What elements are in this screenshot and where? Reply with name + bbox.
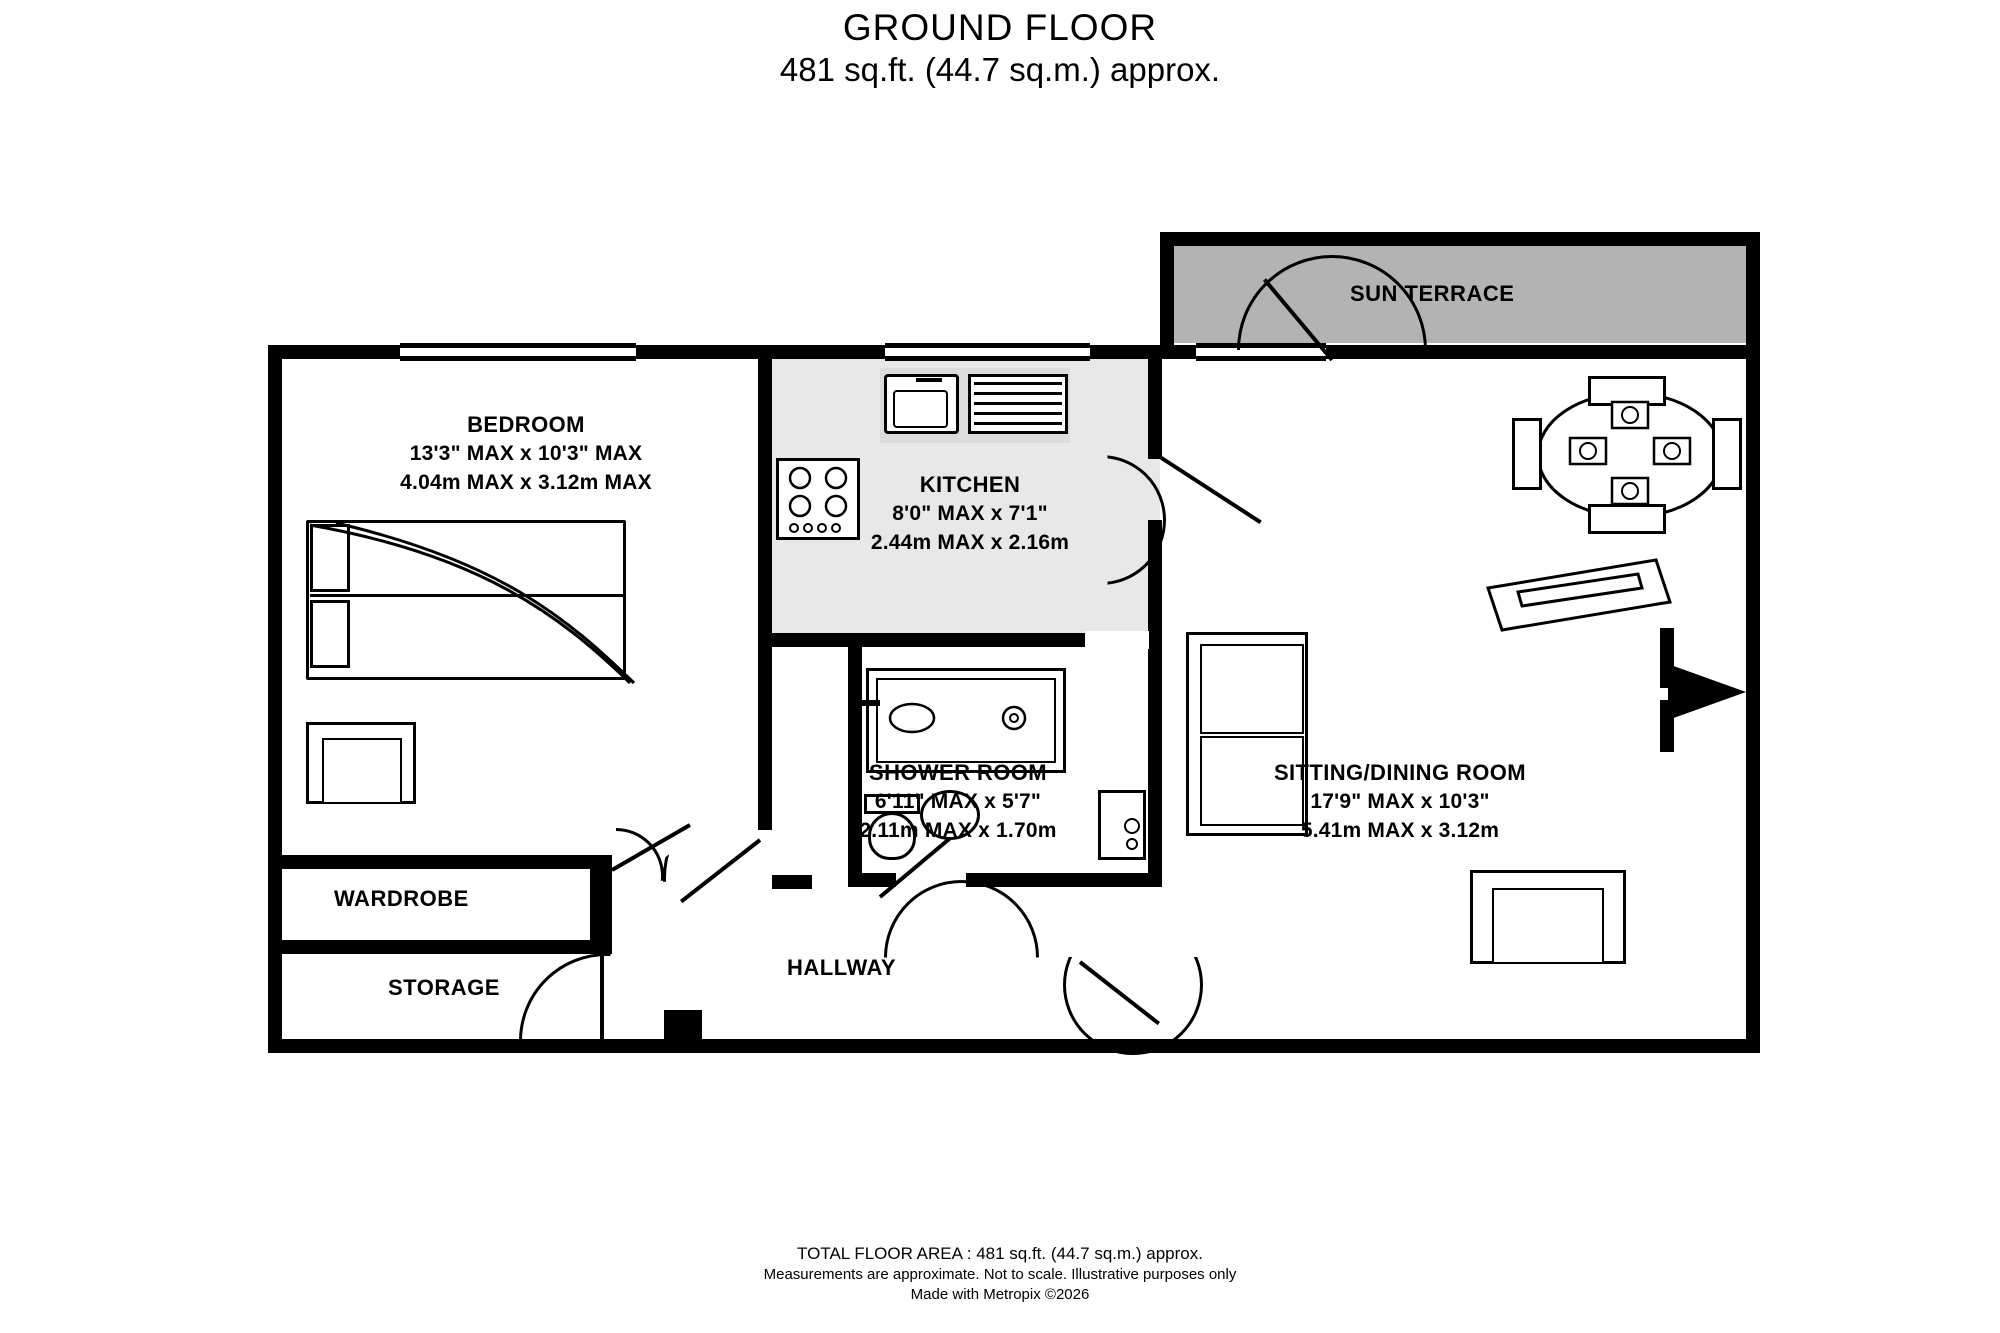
bedroom-imperial: 13'3" MAX x 10'3" MAX (409, 442, 643, 465)
drainer-line-2 (974, 392, 1062, 395)
kitchen-tap (916, 378, 942, 382)
wall-wardrobe-bottom (282, 940, 612, 954)
floor-area: 481 sq.ft. (44.7 sq.m.) approx. (779, 51, 1221, 88)
wall-terrace-top (1160, 232, 1760, 246)
label-hallway: HALLWAY (787, 955, 897, 980)
floor-title: GROUND FLOOR (842, 7, 1158, 48)
shower-name: SHOWER ROOM (869, 760, 1047, 785)
wall-left (268, 345, 282, 1053)
bedroom-metric: 4.04m MAX x 3.12m MAX (400, 471, 652, 494)
wall-terrace-left (1160, 232, 1174, 352)
kitchen-bottom-gap (1085, 631, 1149, 649)
wall-storage-right-stub (664, 1010, 702, 1039)
window-bedroom-inner (400, 356, 636, 361)
sofa-left-cushion-top (1200, 644, 1304, 734)
window-bedroom-gap (400, 348, 636, 356)
footer (0, 1242, 2000, 1305)
room-label-shower (748, 758, 1168, 845)
footer-credit: Made with Metropix ©2026 (910, 1286, 1090, 1303)
shower-imperial: 6'11" MAX x 5'7" (874, 790, 1042, 813)
bedroom-name: BEDROOM (467, 412, 585, 437)
dining-place-settings (1520, 380, 1740, 530)
wall-right (1746, 345, 1760, 1053)
door-arc-wardrobe (568, 828, 664, 924)
door-leaf-kitchen (1159, 455, 1262, 524)
door-arc-shower (884, 880, 1039, 1035)
label-wardrobe: WARDROBE (334, 886, 469, 911)
wall-hallway-stub (772, 875, 812, 889)
kitchen-imperial: 8'0" MAX x 7'1" (892, 502, 1048, 525)
window-kitchen-inner (885, 356, 1090, 361)
footer-total-area: TOTAL FLOOR AREA : 481 sq.ft. (44.7 sq.m.) approx. (797, 1244, 1203, 1263)
footer-disclaimer: Measurements are approximate. Not to scale. Illustrative purposes only (763, 1266, 1237, 1283)
room-label-sitting (1160, 758, 1640, 845)
shower-valve (856, 700, 880, 706)
wall-bottom (268, 1039, 1760, 1053)
wall-bottom-gap-right (880, 1021, 1080, 1039)
sitting-name: SITTING/DINING ROOM (1273, 760, 1527, 785)
armchair-sitting-seat (1492, 888, 1604, 964)
room-label-bedroom (286, 410, 766, 497)
door-arc-sitting (1063, 915, 1203, 1055)
shower-metric: 2.11m MAX x 1.70m (859, 819, 1057, 842)
sitting-metric: 5.41m MAX x 3.12m (1300, 819, 1500, 842)
wall-recess-arrow (1668, 658, 1748, 728)
bedroom-armchair-seat (322, 738, 402, 804)
wall-terrace-right (1746, 232, 1760, 352)
drainer-line-3 (974, 402, 1062, 405)
kitchen-name: KITCHEN (919, 472, 1021, 497)
drainer-line-1 (974, 382, 1062, 385)
window-terrace-door-inner (1196, 356, 1326, 361)
wall-bottom-gap-left (680, 1021, 860, 1039)
label-storage: STORAGE (388, 975, 500, 1000)
kitchen-metric: 2.44m MAX x 2.16m (870, 531, 1070, 554)
drainer-line-5 (974, 422, 1062, 425)
wall-wardrobe-right (590, 855, 612, 954)
drainer-line-4 (974, 412, 1062, 415)
wardrobe-rail (366, 862, 566, 867)
sideboard (1480, 540, 1690, 650)
label-sun-terrace: SUN TERRACE (1350, 281, 1515, 306)
bed-cover-curve (300, 515, 640, 690)
room-label-kitchen (770, 470, 1170, 557)
wall-kitchen-right (1148, 359, 1162, 459)
kitchen-sink-basin (893, 390, 948, 428)
sitting-imperial: 17'9" MAX x 10'3" (1310, 790, 1490, 813)
window-kitchen-gap (885, 348, 1090, 356)
